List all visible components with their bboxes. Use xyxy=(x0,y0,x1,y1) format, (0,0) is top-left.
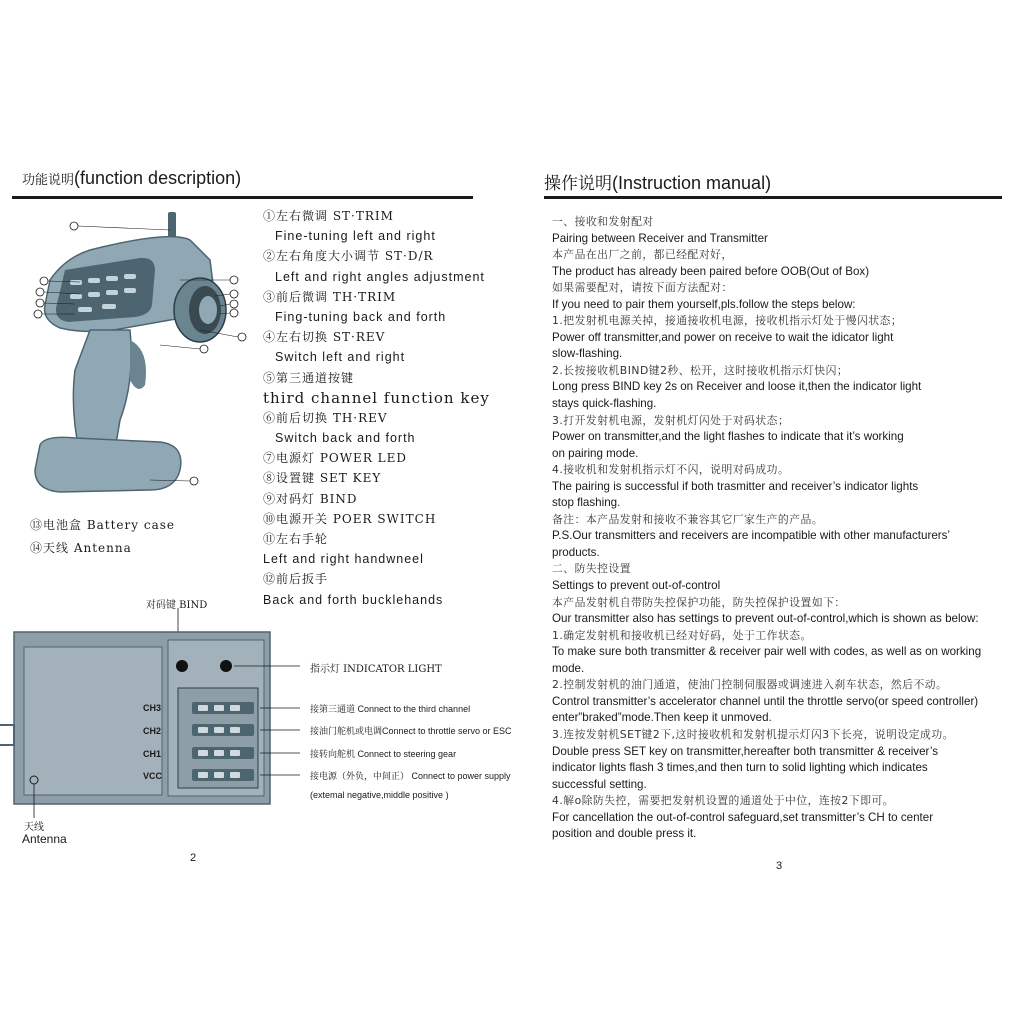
instruction-line: To make sure both transmitter & receiver pair well with codes, as well as on working xyxy=(552,645,982,659)
connection-ch3: 接第三通道 Connect to the third channel xyxy=(310,704,471,714)
instruction-line: P.S.Our transmitters and receivers are incompatible with other manufacturers’ xyxy=(552,529,951,543)
instruction-line: 一、接收和发射配对 xyxy=(552,215,654,228)
instruction-line: successful setting. xyxy=(552,777,647,791)
instruction-line: 2.长按接收机BIND键2秒、松开，这时接收机指示灯快闪； xyxy=(552,363,849,377)
channel-label-ch3: CH3 xyxy=(143,703,162,713)
instruction-line: Settings to prevent out-of-control xyxy=(552,579,721,593)
function-item: ⑫前后扳手 xyxy=(263,572,329,587)
channel-label-ch2: CH2 xyxy=(143,726,162,736)
function-item: ⑪左右手轮 xyxy=(263,532,329,546)
instruction-line: 备注：本产品发射和接收不兼容其它厂家生产的产品。 xyxy=(552,512,824,526)
battery-base xyxy=(35,437,181,492)
header-cn: 功能说明 xyxy=(22,173,75,188)
function-item: Left and right angles adjustment xyxy=(275,269,485,284)
instruction-line: For cancellation the out-of-control safeguard,set transmitter’s CH to center xyxy=(552,810,934,824)
instruction-line: If you need to pair them yourself,pls.follow the steps below: xyxy=(552,297,856,311)
instruction-line: The pairing is successful if both trasmitter and receiver’s indicator lights xyxy=(552,479,919,493)
instruction-line: mode. xyxy=(552,661,585,675)
antenna-label: ⑭天线 Antenna xyxy=(30,541,132,555)
right-header-rule xyxy=(544,196,1002,199)
page-number-right: 3 xyxy=(776,860,783,872)
function-item: ⑤第三通道按键 xyxy=(263,370,355,385)
instruction-list xyxy=(552,214,1022,843)
instruction-line: Control transmitter’s accelerator channel until the throttle servo(or speed controller) xyxy=(552,694,979,708)
indicator-light xyxy=(220,660,232,672)
instruction-line: indicator lights flash 3 times,and then turn to solid lighting which indicates xyxy=(552,761,928,775)
instruction-line: 2.控制发射机的油门通道，使油门控制伺服器或调速进入刹车状态，然后不动。 xyxy=(552,678,948,692)
function-item: ⑨对码灯 BIND xyxy=(263,491,358,506)
instruction-line: 如果需要配对，请按下面方法配对： xyxy=(552,281,733,295)
function-item: Back and forth bucklehands xyxy=(263,592,444,607)
instruction-line: enter”braked”mode.Then keep it unmoved. xyxy=(552,711,772,725)
function-item: Fine-tuning left and right xyxy=(275,229,436,244)
instruction-line: 1.确定发射机和接收机已经对好码，处于工作状态。 xyxy=(552,628,812,642)
instruction-line: 1.把发射机电源关掉，接通接收机电源，接收机指示灯处于慢闪状态； xyxy=(552,314,903,328)
instruction-line: on pairing mode. xyxy=(552,446,639,460)
grip-handle xyxy=(73,330,131,455)
left-header-rule xyxy=(12,196,473,199)
instruction-line: 本产品在出厂之前，都已经配对好， xyxy=(552,248,733,262)
instruction-line: The product has already been paired before OOB(Out of Box) xyxy=(552,264,870,278)
function-item: ⑧设置键 SET KEY xyxy=(263,471,382,486)
connection-vcc-note: (extemal negative,middle positive ) xyxy=(310,790,449,800)
function-item: ⑦电源灯 POWER LED xyxy=(263,451,408,466)
instruction-line: Our transmitter also has settings to prevent out-of-control,which is shown as below: xyxy=(552,612,979,626)
transmitter-illustration xyxy=(20,210,260,510)
instruction-line: stays quick-flashing. xyxy=(552,397,657,411)
bind-button xyxy=(176,660,188,672)
function-item: ①左右微调 ST·TRIM xyxy=(263,209,394,223)
channel-label-ch1: CH1 xyxy=(143,749,162,759)
indicator-label: 指示灯 INDICATOR LIGHT xyxy=(310,664,442,675)
connection-ch1: 接转向舵机 Connect to steering gear xyxy=(310,749,457,759)
instruction-line: slow-flashing. xyxy=(552,347,623,361)
left-page-header xyxy=(22,168,241,189)
instruction-line: Pairing between Receiver and Transmitter xyxy=(552,231,768,245)
function-item: Switch left and right xyxy=(275,350,406,365)
connection-ch2: 接油门舵机或电调Connect to throttle servo or ESC xyxy=(310,726,512,736)
function-item: Left and right handwneel xyxy=(263,552,424,567)
receiver-antenna-cn: 天线 xyxy=(24,822,44,833)
connection-vcc: 接电源（外负，中间正） Connect to power supply xyxy=(310,771,511,781)
bind-label: 对码键 BIND xyxy=(146,600,208,611)
instruction-line: 4.解o除防失控，需要把发射机设置的通道处于中位，连按2下即可。 xyxy=(552,794,895,808)
receiver-antenna-en: Antenna xyxy=(22,832,67,846)
instruction-line: 二、防失控设置 xyxy=(552,562,632,576)
page-number-left: 2 xyxy=(190,852,197,864)
channel-label-vcc: VCC xyxy=(143,771,163,781)
function-item: ⑥前后切换 TH·REV xyxy=(263,410,388,425)
function-item: ④左右切换 ST·REV xyxy=(263,330,386,345)
instruction-line: Power off transmitter,and power on receive to wait the idicator light xyxy=(552,330,894,344)
header-en-right: (Instruction manual) xyxy=(612,173,772,193)
instruction-line: 本产品发射机自带防失控保护功能，防失控保护设置如下： xyxy=(552,595,846,609)
function-item: Fing-tuning back and forth xyxy=(275,309,447,324)
instruction-line: 3.打开发射机电源，发射机灯闪处于对码状态； xyxy=(552,413,790,427)
instruction-line: 3.连按发射机SET键2下,这时接收机和发射机提示灯闪3下长亮，说明设定成功。 xyxy=(552,727,954,741)
function-item: third channel function key xyxy=(263,388,490,407)
instruction-line: Double press SET key on transmitter,hereafter both transmitter & receiver’s xyxy=(552,744,938,758)
instruction-line: Long press BIND key 2s on Receiver and loose it,then the indicator light xyxy=(552,380,922,394)
battery-case-label: ⑬电池盒 Battery case xyxy=(30,518,175,532)
header-en: (function description) xyxy=(74,168,242,188)
function-item: ⑩电源开关 POER SWITCH xyxy=(263,511,437,526)
header-cn-right: 操作说明 xyxy=(544,174,612,194)
instruction-line: stop flashing. xyxy=(552,496,621,510)
function-item: ③前后微调 TH·TRIM xyxy=(263,289,397,304)
instruction-line: position and double press it. xyxy=(552,827,697,841)
right-page-header xyxy=(544,169,771,194)
function-list xyxy=(263,206,523,610)
instruction-line: Power on transmitter,and the light flashes to indicate that it’s working xyxy=(552,430,904,444)
function-item: ②左右角度大小调节 ST·D/R xyxy=(263,249,434,264)
receiver-label-plate xyxy=(24,647,162,795)
function-item: Switch back and forth xyxy=(275,431,416,446)
instruction-line: products. xyxy=(552,545,600,559)
throttle-trigger xyxy=(130,340,146,389)
instruction-line: 4.接收机和发射机指示灯不闪，说明对码成功。 xyxy=(552,463,790,477)
